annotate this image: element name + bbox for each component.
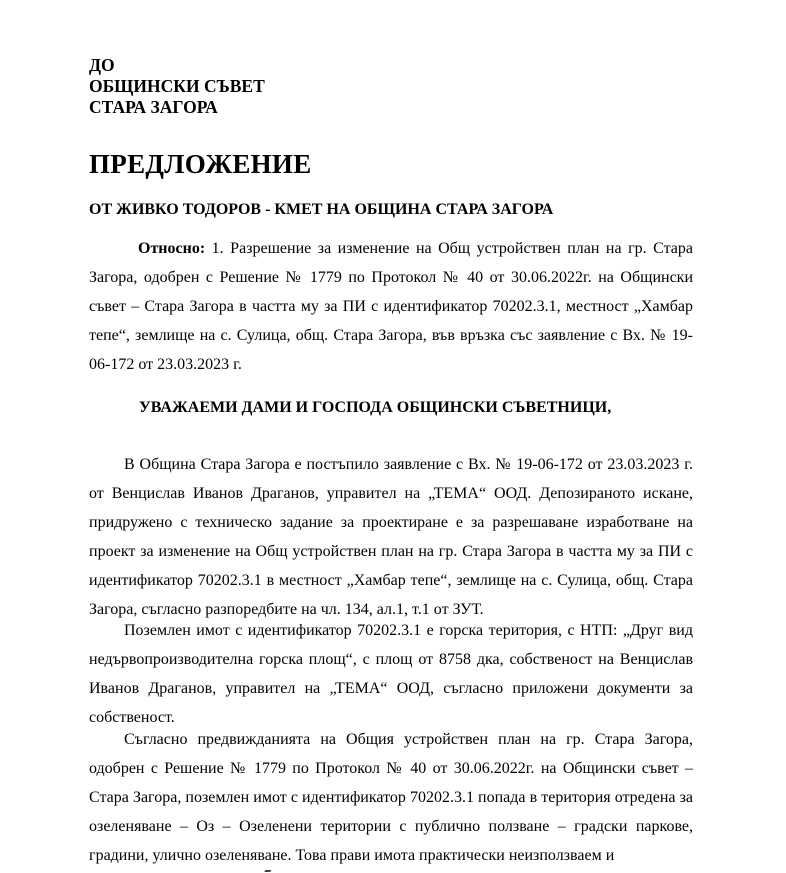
addressee-line: ДО bbox=[89, 55, 115, 75]
subject-text: 1. Разрешение за изменение на Общ устройствен план на гр. Стара Загора, одобрен с Решение № 1779 по Протокол № 40 от 30.06.2022г. на Общински съвет – Стара Загора в частта му за ПИ с идентификатор 70202.3.1, местност „Хамбар тепе“, землище на с. Сулица, общ. Стара Загора, във връзка със заявление с Вх. № 19-06-172 от 23.03.2023 г. bbox=[89, 240, 693, 373]
subject-paragraph bbox=[89, 234, 693, 379]
cut-off-line-fragment bbox=[89, 866, 693, 873]
subject-label: Относно: bbox=[138, 240, 206, 257]
body-paragraph: В Община Стара Загора е постъпило заявление с Вх. № 19-06-172 от 23.03.2023 г. от Венцислав Иванов Драганов, управител на „ТЕМА“ ООД. Депозираното искане, придружено с техническо задание за проектиране е за разрешаване изработване на проект за изменение на Общ устройствен план на гр. Стара Загора в частта му за ПИ с идентификатор 70202.3.1 в местност „Хамбар тепе“, землище на с. Сулица, общ. Стара Загора, съгласно разпоредбите на чл. 134, ал.1, т.1 от ЗУТ. bbox=[89, 456, 693, 618]
body-paragraph: Поземлен имот с идентификатор 70202.3.1 е горска територия, с НТП: „Друг вид недървопроизводителна горска площ“, с площ от 8758 дка, собственост на Венцислав Иванов Драганов, управител на „ТЕМА“ ООД, съгласно приложени документи за собственост. bbox=[89, 622, 693, 726]
addressee-block bbox=[89, 55, 265, 118]
body-paragraph: Съгласно предвижданията на Общия устройствен план на гр. Стара Загора, одобрен с Решение № 1779 по Протокол № 40 от 30.06.2022г. на Общински съвет – Стара Загора, поземлен имот с идентификатор 70202.3.1 попада в територия отредена за озеленяване – Оз – Озеленени територии с публично ползване – градски паркове, градини, улично озеленяване. Това прави имота практически неизползваем и bbox=[89, 731, 693, 864]
document-title: ПРЕДЛОЖЕНИЕ bbox=[89, 149, 312, 179]
salutation: УВАЖАЕМИ ДАМИ И ГОСПОДА ОБЩИНСКИ СЪВЕТНИЦИ, bbox=[139, 399, 612, 416]
addressee-line: ОБЩИНСКИ СЪВЕТ bbox=[89, 76, 265, 96]
addressee-line: СТАРА ЗАГОРА bbox=[89, 97, 218, 117]
from-line: ОТ ЖИВКО ТОДОРОВ - КМЕТ НА ОБЩИНА СТАРА ЗАГОРА bbox=[89, 201, 554, 218]
